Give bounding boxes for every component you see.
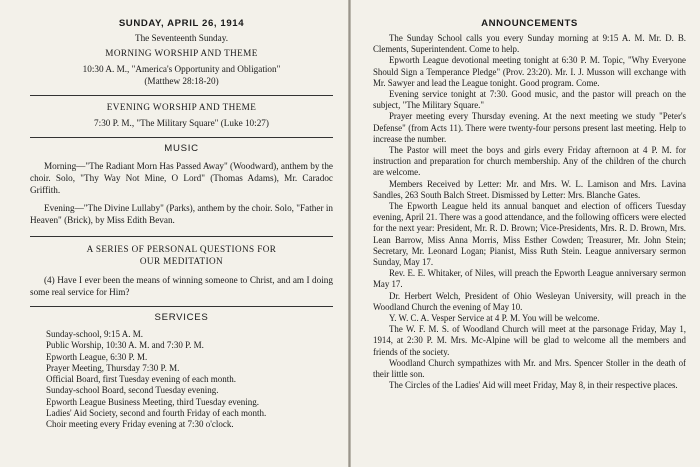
announcement-paragraph: The Epworth League held its annual banquet and election of officers Tuesday evening, April 21. There was a good attendance, and the following officers were elected for the next year: President, Mr. R. D. Brown; Vice-Presidents, Mrs. R. D. Brown, Mrs. Lean Barrow, Miss Anna Morris, Miss Esther Cowden; Treasurer, Mr. John Stein; Secretary, Mr. Leonard Logan; Pianist, Miss Ruth Stein. League anniversary sermon Sunday, May 17.	[373, 201, 686, 268]
announcements-list	[373, 33, 686, 392]
date-heading: SUNDAY, APRIL 26, 1914	[118, 18, 245, 29]
divider	[30, 236, 333, 237]
services-heading: SERVICES	[154, 312, 209, 323]
divider	[30, 137, 333, 138]
service-item: Epworth League, 6:30 P. M.	[46, 351, 148, 362]
morning-theme: 10:30 A. M., "America's Opportunity and Obligation"	[82, 64, 281, 74]
morning-heading: MORNING WORSHIP AND THEME	[105, 48, 258, 58]
divider	[30, 95, 333, 96]
morning-scripture: (Matthew 28:18-20)	[144, 76, 219, 86]
announcement-paragraph: Dr. Herbert Welch, President of Ohio Wesleyan University, will preach in the Woodland Church the evening of May 10.	[373, 290, 686, 312]
announcement-paragraph: The Circles of the Ladies' Aid will meet Friday, May 8, in their respective places.	[389, 380, 678, 391]
sunday-label: The Seventeenth Sunday.	[134, 33, 229, 43]
announcement-paragraph: Rev. E. E. Whitaker, of Niles, will preach the Epworth League anniversary sermon May 17.	[373, 268, 686, 290]
questions-heading-line1: A SERIES OF PERSONAL QUESTIONS FOR	[86, 244, 277, 254]
announcement-paragraph: Members Received by Letter: Mr. and Mrs. W. L. Lamison and Mrs. Lavina Sandles, 263 South Balch Street. Dismissed by Letter: Mrs. Blanche Gates.	[373, 178, 686, 200]
announcement-paragraph: Prayer meeting every Thursday evening. At the next meeting we study "Peter's Defense" (from Acts 11). There were twenty-four persons present last meeting. Help to increase the number.	[373, 111, 686, 144]
service-item: Public Worship, 10:30 A. M. and 7:30 P. M.	[46, 340, 204, 351]
divider	[30, 306, 333, 307]
evening-theme: 7:30 P. M., "The Military Square" (Luke 10:27)	[94, 118, 269, 128]
service-item: Epworth League Business Meeting, third Tuesday evening.	[46, 396, 259, 407]
service-item: Official Board, first Tuesday evening of each month.	[46, 374, 237, 385]
service-item: Sunday-school Board, second Tuesday evening.	[46, 385, 219, 396]
announcement-paragraph: The Sunday School calls you every Sunday morning at 9:15 A. M. Mr. D. B. Clements, Superintendent. Come to help.	[373, 33, 686, 55]
music-morning: Morning—"The Radiant Morn Has Passed Away" (Woodward), anthem by the choir. Solo, "Thy Way Not Mine, O Lord" (Thomas Adams), Mr. Caradoc Griffith.	[30, 161, 333, 195]
service-item: Ladies' Aid Society, second and fourth Friday of each month.	[46, 408, 267, 419]
announcement-paragraph: Woodland Church sympathizes with Mr. and Mrs. Spencer Stoller in the death of their little son.	[373, 357, 686, 380]
announcement-paragraph: The Pastor will meet the boys and girls every Friday afternoon at 4 P. M. for instruction and preparation for church membership. Any of the children of the church are welcome.	[373, 145, 686, 178]
music-evening: Evening—"The Divine Lullaby" (Parks), anthem by the choir. Solo, "Father in Heaven" (Brick), by Miss Edith Bevan.	[30, 203, 333, 225]
announcements-heading: ANNOUNCEMENTS	[481, 18, 578, 29]
service-item: Prayer Meeting, Thursday 7:30 P. M.	[46, 362, 180, 373]
evening-heading: EVENING WORSHIP AND THEME	[106, 102, 257, 112]
announcement-paragraph: Y. W. C. A. Vesper Service at 4 P. M. You will be welcome.	[389, 313, 600, 324]
service-item: Sunday-school, 9:15 A. M.	[46, 329, 144, 339]
meditation-question: (4) Have I ever been the means of winning someone to Christ, and am I doing some real service for Him?	[30, 275, 333, 297]
right-page	[351, 0, 700, 467]
questions-heading-line2: OUR MEDITATION	[139, 256, 224, 266]
music-heading: MUSIC	[164, 143, 199, 154]
left-page	[0, 0, 349, 467]
announcement-paragraph: Epworth League devotional meeting tonight at 6:30 P. M. Topic, "Why Everyone Should Sign a Temperance Pledge" (Prov. 23:20). Mr. I. J. Musson will exchange with Mr. Sawyer and lead the League tonight. Good program. Come.	[373, 55, 686, 88]
announcement-paragraph: Evening service tonight at 7:30. Good music, and the pastor will preach on the subject, "The Military Square."	[373, 89, 686, 111]
services-list	[30, 329, 333, 431]
announcement-paragraph: The W. F. M. S. of Woodland Church will meet at the parsonage Friday, May 1, 1914, at 2:30 P. M. Mrs. Mc-Alpine will be glad to welcome all the members and friends of the society.	[373, 324, 686, 357]
service-item: Choir meeting every Friday evening at 7:30 o'clock.	[46, 419, 234, 430]
